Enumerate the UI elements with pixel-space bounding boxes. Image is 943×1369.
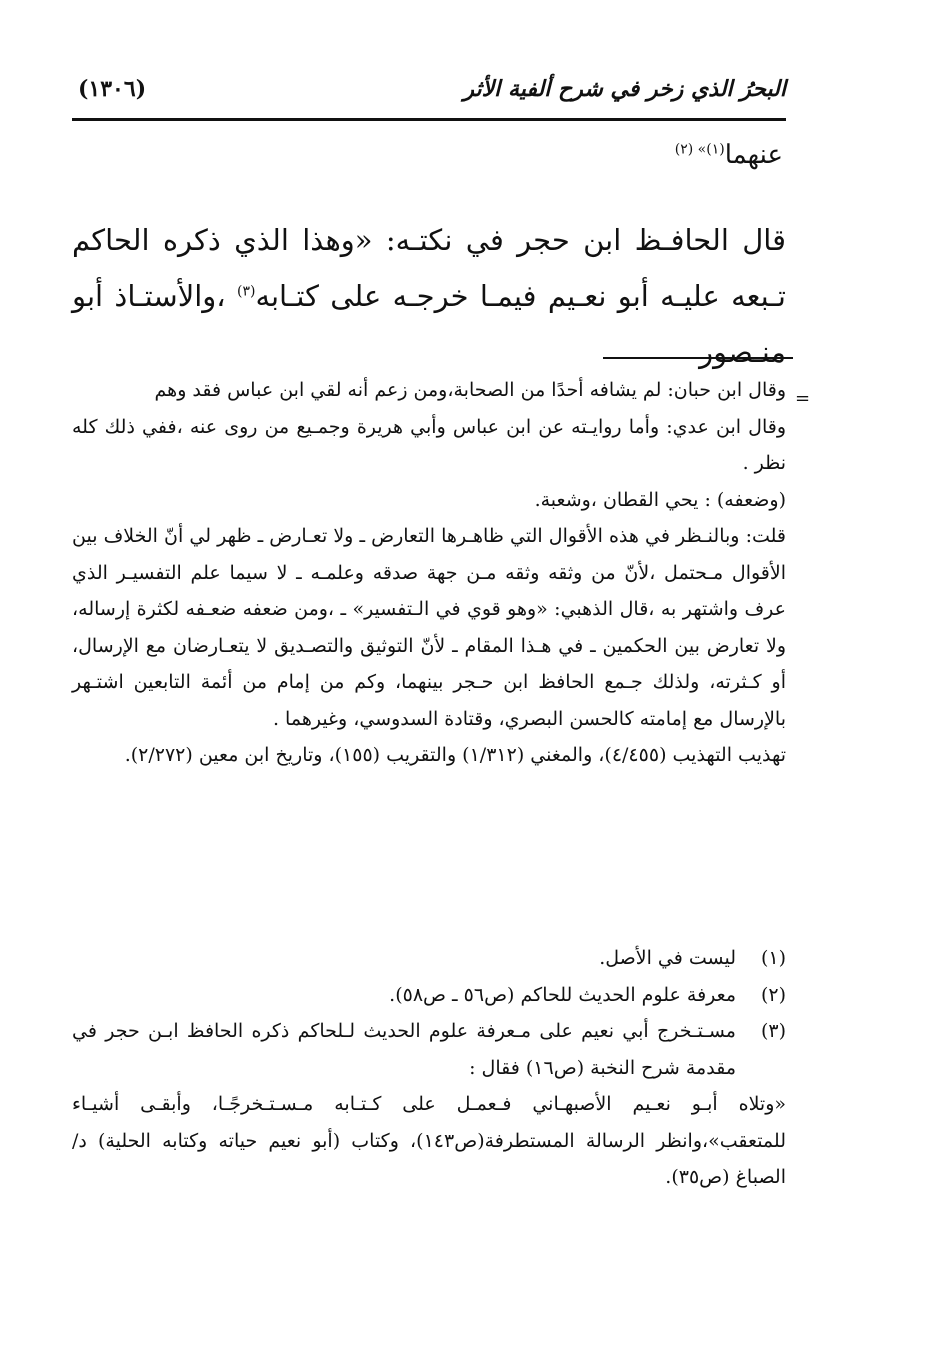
page-number: (١٣٠٦)	[78, 76, 147, 102]
note-paragraph: (وضعفه) : يحي القطان ،وشعبة.	[534, 488, 786, 511]
footnote-refs: (١)» (٢)	[674, 141, 725, 158]
note-paragraph: وقال ابن عدي: وأما روايـته عن ابن عباس وأبي هريرة وجمـيع من روى عنه ،ففي ذلك كله نظر .	[72, 415, 786, 474]
footnote-quote: «وتلاه أبـو نعـيم الأصبهـاني فـعمـل على كـتـابه مـسـتـخرجًـا، وأبقـى أشيـاء للمتعقب»،وانظر الرسالة المستطرفة(ص١٤٣)، وكتاب (أبو نعيم حياته وكتابه الحلية) د/الصباغ (ص٣٥).	[72, 1093, 786, 1188]
footnote-number: (٣)	[760, 1020, 786, 1042]
continued-footnotes	[72, 372, 786, 774]
book-title: البحرُ الذي زخر في شرح ألفية الأثر	[463, 76, 786, 102]
main-paragraph	[72, 212, 786, 380]
footnote-separator	[603, 357, 793, 359]
footnote-number: (٢)	[760, 983, 786, 1006]
main-text-word: عنهما	[724, 140, 783, 170]
footnote-ref-3: (٣)	[236, 283, 256, 300]
note-paragraph: قلت: وبالنـظر في هذه الأقوال التي ظاهـرها التعارض ـ ولا تعـارض ـ ظهر لي أنّ الخلاف بين الأقوال مـحتمل ،لأنّ من وثقه وثقه مـن جهة صدقه وعلمـه ـ لا سيما علم التفسيـر الذي عرف واشتهر به ،قال الذهبي: «وهو قوي في الـتفسير» ـ ،ومن ضعفه ضعـفه لكثرة إرساله، ولا تعارض بين الحكمين ـ في هـذا المقام ـ لأنّ التوثيق والتصـديق لا يتعـارضان مع الإرسال، أو كـثرته، ولذلك جـمع الحافظ ابن حـجر بينهما، وكم من إمام من أئمة التابعين اشتـهر بالإرسال مع إمامته كالحسن البصري، وقتادة السدوسي، وغيرهما .	[72, 525, 786, 730]
main-paragraph-text: قال الحافـظ ابن حجر في نكتـه: «وهذا الذي ذكره الحاكم تـبعه عليـه أبو نعـيم فيمـا خرجـه على كتـابه	[72, 223, 786, 313]
note-paragraph: وقال ابن حبان: لم يشافه أحدًا من الصحابة،ومن زعم أنه لقي ابن عباس فقد وهم	[154, 379, 786, 401]
note-paragraph: تهذيب التهذيب (٤/٤٥٥)، والمغني (١/٣١٢) والتقريب (١٥٥)، وتاريخ ابن معين (٢/٢٧٢).	[124, 744, 786, 766]
footnote-text: ليست في الأصل.	[599, 947, 736, 969]
main-text-first-line	[675, 140, 783, 170]
continuation-mark: =	[795, 388, 811, 409]
footnote-item	[72, 1013, 786, 1086]
footnotes	[72, 940, 786, 1196]
page-header	[72, 70, 786, 121]
footnote-item	[72, 940, 786, 977]
main-paragraph-text-end: ،والأستـاذ أبو منـصور	[72, 279, 786, 369]
footnote-number: (١)	[760, 947, 786, 969]
footnote-item	[72, 977, 786, 1014]
footnote-text: معرفة علوم الحديث للحاكم (ص٥٦ ـ ص٥٨).	[389, 983, 736, 1006]
footnote-text: مسـتـخرج أبي نعيم على مـعرفة علوم الحديث لـلحاكم ذكره الحافظ ابـن حجر في مقدمة شرح النخبة (ص١٦) فقال :	[72, 1020, 736, 1079]
